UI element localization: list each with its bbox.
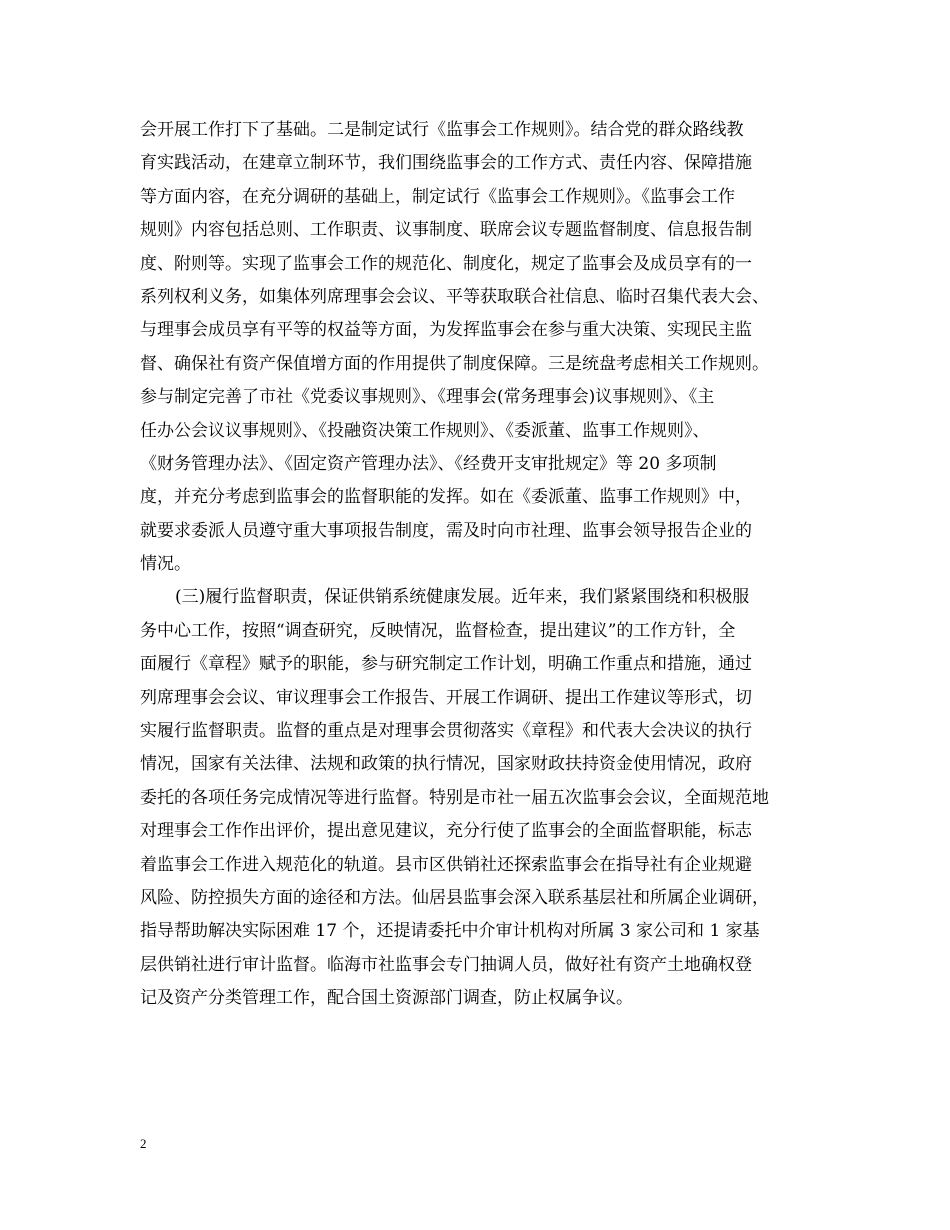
text-line: 任办公会议议事规则》、《投融资决策工作规则》、《委派董、监事工作规则》、 bbox=[140, 420, 710, 441]
paragraph-1 bbox=[140, 114, 820, 581]
body-text bbox=[140, 114, 820, 1016]
text-line: 实履行监督职责。监督的重点是对理事会贯彻落实《章程》和代表大会决议的执行 bbox=[140, 721, 752, 742]
text-line: 列席理事会会议、审议理事会工作报告、开展工作调研、提出工作建议等形式，切 bbox=[140, 687, 752, 708]
text-line: 会开展工作打下了基础。二是制定试行《监事会工作规则》。结合党的群众路线教 bbox=[140, 120, 744, 140]
text-line: 度、附则等。实现了监事会工作的规范化、制度化，规定了监事会及成员享有的一 bbox=[140, 253, 752, 274]
paragraph-2 bbox=[140, 581, 820, 1015]
page-number: 2 bbox=[140, 1136, 147, 1151]
text-line: 面履行《章程》赋予的职能，参与研究制定工作计划，明确工作重点和措施，通过 bbox=[140, 654, 752, 675]
text-line: 参与制定完善了市社《党委议事规则》、《理事会(常务理事会)议事规则》、《主 bbox=[140, 387, 715, 408]
text-line: 委托的各项任务完成情况等进行监督。特别是市社一届五次监事会会议，全面规范地 bbox=[140, 787, 769, 808]
text-line: 规则》内容包括总则、工作职责、议事制度、联席会议专题监督制度、信息报告制 bbox=[140, 220, 752, 241]
text-line: 风险、防控损失方面的途径和方法。仙居县监事会深入联系基层社和所属企业调研， bbox=[140, 887, 769, 908]
text-line: 系列权利义务，如集体列席理事会会议、平等获取联合社信息、临时召集代表大会、 bbox=[140, 286, 769, 307]
text-line: 《财务管理办法》、《固定资产管理办法》、《经费开支审批规定》等 20 多项制 bbox=[140, 453, 717, 474]
text-line: 对理事会工作作出评价，提出意见建议，充分行使了监事会的全面监督职能，标志 bbox=[140, 821, 752, 842]
text-line: 指导帮助解决实际困难 17 个，还提请委托中介审计机构对所属 3 家公司和 1 家基 bbox=[140, 921, 760, 942]
text-line: 育实践活动，在建章立制环节，我们围绕监事会的工作方式、责任内容、保障措施 bbox=[140, 153, 752, 174]
text-line: 务中心工作，按照“调查研究，反映情况，监督检查，提出建议”的工作方针，全 bbox=[140, 620, 736, 641]
text-line: 就要求委派人员遵守重大事项报告制度，需及时向市社理、监事会领导报告企业的 bbox=[140, 520, 752, 541]
text-line: 记及资产分类管理工作，配合国土资源部门调查，防止权属争议。 bbox=[140, 988, 633, 1009]
text-line: 层供销社进行审计监督。临海市社监事会专门抽调人员，做好社有资产土地确权登 bbox=[140, 954, 752, 975]
text-line-first: (三)履行监督职责，保证供销系统健康发展。近年来，我们紧紧围绕和积极服 bbox=[175, 587, 750, 608]
text-line: 与理事会成员享有平等的权益等方面，为发挥监事会在参与重大决策、实现民主监 bbox=[140, 320, 752, 341]
text-line: 等方面内容，在充分调研的基础上，制定试行《监事会工作规则》。《监事会工作 bbox=[140, 186, 735, 207]
text-line: 督、确保社有资产保值增方面的作用提供了制度保障。三是统盘考虑相关工作规则。 bbox=[140, 353, 769, 374]
text-line: 情况，国家有关法律、法规和政策的执行情况，国家财政扶持资金使用情况，政府 bbox=[140, 754, 752, 775]
text-line: 着监事会工作进入规范化的轨道。县市区供销社还探索监事会在指导社有企业规避 bbox=[140, 854, 752, 875]
text-line: 度，并充分考虑到监事会的监督职能的发挥。如在《委派董、监事工作规则》中， bbox=[140, 487, 752, 508]
text-line: 情况。 bbox=[140, 554, 191, 575]
